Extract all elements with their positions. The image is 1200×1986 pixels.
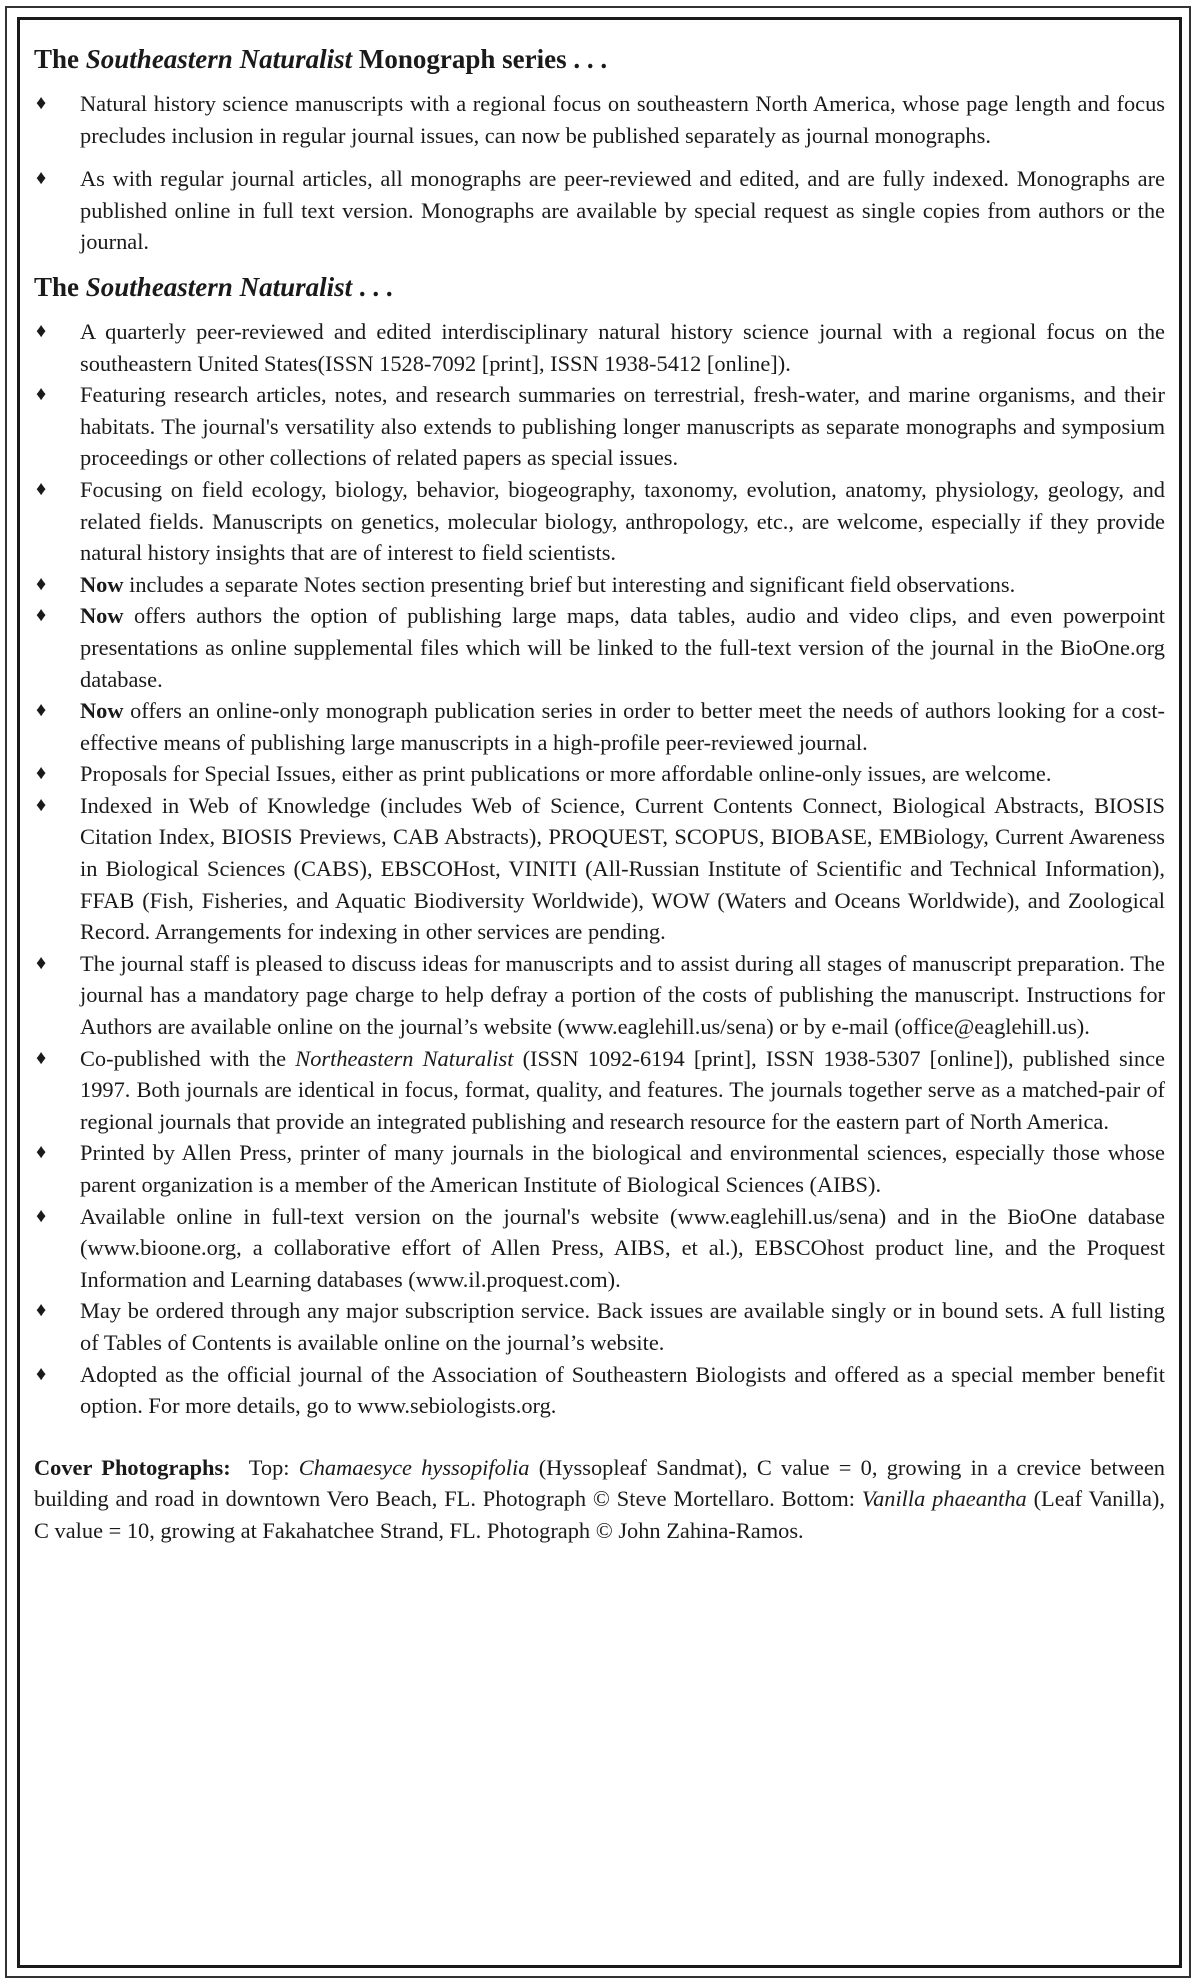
list-item — [34, 1295, 1165, 1358]
diamond-bullet-icon: ♦ — [36, 1046, 47, 1069]
diamond-bullet-icon: ♦ — [36, 762, 47, 785]
cover-photographs-caption — [34, 1452, 1165, 1547]
item-text: offers authors the option of publishing large maps, data tables, audio and video clips, and even powerpoint presentations as online supplemental files which will be linked to the full-text version of the journal in the BioOne.org database. — [80, 603, 1165, 692]
diamond-bullet-icon: ♦ — [36, 1141, 47, 1164]
journal-name: Southeastern Naturalist — [85, 44, 353, 74]
emphasis-now: Now — [80, 603, 124, 629]
list-item — [34, 758, 1165, 790]
diamond-bullet-icon: ♦ — [36, 572, 47, 595]
list-item — [34, 1137, 1165, 1200]
cover-label: Cover Photographs: — [34, 1454, 231, 1480]
heading-text: Monograph series . . . — [352, 44, 608, 74]
item-text: Natural history science manuscripts with a regional focus on southeastern North America, whose page length and focus precludes inclusion in regular journal issues, can now be published separately as journal monographs. — [80, 91, 1165, 148]
diamond-bullet-icon: ♦ — [36, 1362, 47, 1385]
list-item — [34, 316, 1165, 379]
diamond-bullet-icon: ♦ — [36, 951, 47, 974]
species-name: Vanilla phaeantha — [861, 1486, 1027, 1512]
heading-text: The — [34, 271, 86, 302]
list-item — [34, 600, 1165, 695]
journal-name: Southeastern Naturalist — [85, 271, 353, 302]
diamond-bullet-icon: ♦ — [36, 477, 47, 500]
item-text: A quarterly peer-reviewed and edited interdisciplinary natural history science journal with a regional focus on the southeastern United States(ISSN 1528-7092 [print], ISSN 1938-5412 [online]). — [80, 318, 1165, 376]
list-item — [34, 790, 1165, 948]
emphasis-now: Now — [80, 571, 124, 597]
journal-features-list — [34, 316, 1165, 1422]
item-text: Printed by Allen Press, printer of many journals in the biological and environmental sciences, especially those whose parent organization is a member of the American Institute of Biological Sciences (AIBS). — [80, 1140, 1165, 1197]
list-item — [34, 948, 1165, 1043]
item-text: The journal staff is pleased to discuss ideas for manuscripts and to assist during all stages of manuscript preparation. The journal has a mandatory page charge to help defray a portion of the costs of publishing the manuscript. Instructions for Authors are available online on the journal’s website (www.eaglehill.us/sena) or by e-mail (office@eaglehill.us). — [80, 950, 1165, 1040]
item-text: (ISSN 1092-6194 [print], ISSN 1938-5307 [online]), published since 1997. Both journals are identical in focus, format, quality, and features. The journals together serve as a matched-pair of regional journals that provide an integrated publishing and research resource for the eastern part of North America. — [80, 1045, 1165, 1134]
item-text: Adopted as the official journal of the Association of Southeastern Biologists and offered as a special member benefit option. For more details, go to www.sebiologists.org. — [80, 1361, 1165, 1419]
list-item — [34, 569, 1165, 601]
item-text: May be ordered through any major subscription service. Back issues are available singly or in bound sets. A full listing of Tables of Contents is available online on the journal’s website. — [80, 1298, 1165, 1355]
journal-heading — [34, 270, 1165, 304]
caption-text: (Hyssopleaf Sandmat), C value = 0, growing in a crevice between building and road in downtown Vero Beach, FL. Photograph © Steve Mortellaro. Bottom: — [34, 1454, 1165, 1512]
item-text: offers an online-only monograph publication series in order to better meet the needs of authors looking for a cost-effective means of publishing large manuscripts in a high-profile peer-reviewed journal. — [80, 698, 1165, 755]
diamond-bullet-icon: ♦ — [36, 793, 47, 816]
list-item — [34, 88, 1165, 151]
list-item — [34, 1043, 1165, 1138]
heading-text: The — [34, 44, 86, 74]
list-item — [34, 1201, 1165, 1296]
emphasis-now: Now — [80, 698, 124, 724]
item-text: Proposals for Special Issues, either as print publications or more affordable online-only issues, are welcome. — [80, 761, 1052, 787]
journal-name: Northeastern Naturalist — [295, 1045, 514, 1071]
diamond-bullet-icon: ♦ — [36, 319, 47, 342]
diamond-bullet-icon: ♦ — [36, 167, 47, 190]
monograph-series-heading — [34, 42, 1165, 76]
item-text: includes a separate Notes section presenting brief but interesting and significant field observations. — [123, 571, 1016, 597]
caption-text: Top: — [230, 1454, 299, 1480]
list-item — [34, 1359, 1165, 1422]
diamond-bullet-icon: ♦ — [36, 1299, 47, 1322]
diamond-bullet-icon: ♦ — [36, 383, 47, 406]
diamond-bullet-icon: ♦ — [36, 604, 47, 627]
content-frame — [17, 17, 1182, 1968]
species-name: Chamaesyce hyssopifolia — [298, 1454, 530, 1480]
item-text: Featuring research articles, notes, and research summaries on terrestrial, fresh-water, and marine organisms, and their habitats. The journal's versatility also extends to publishing longer manuscripts as separate monographs and symposium proceedings or other collections of related papers as special issues. — [80, 382, 1165, 471]
list-item — [34, 163, 1165, 258]
diamond-bullet-icon: ♦ — [36, 1204, 47, 1227]
diamond-bullet-icon: ♦ — [36, 699, 47, 722]
monograph-list — [34, 88, 1165, 258]
list-item — [34, 379, 1165, 474]
item-text: As with regular journal articles, all monographs are peer-reviewed and edited, and are fully indexed. Monographs are published online in full text version. Monographs are available by special request as single copies from authors or the journal. — [80, 166, 1165, 255]
list-item — [34, 474, 1165, 569]
item-text: Co-published with the — [80, 1045, 296, 1071]
item-text: Available online in full-text version on the journal's website (www.eaglehill.us/sena) and in the BioOne database (www.bioone.org, a collaborative effort of Allen Press, AIBS, et al.), EBSCOhost product line, and the Proquest Information and Learning databases (www.il.proquest.com). — [80, 1203, 1165, 1292]
diamond-bullet-icon: ♦ — [36, 92, 47, 114]
item-text: Focusing on field ecology, biology, behavior, biogeography, taxonomy, evolution, anatomy, physiology, geology, and related fields. Manuscripts on genetics, molecular biology, anthropology, etc., are welcome, especially if they provide natural history insights that are of interest to field scientists. — [80, 476, 1165, 566]
list-item — [34, 695, 1165, 758]
item-text: Indexed in Web of Knowledge (includes Web of Science, Current Contents Connect, Biological Abstracts, BIOSIS Citation Index, BIOSIS Previews, CAB Abstracts), PROQUEST, SCOPUS, BIOBASE, EMBiology, Current Awareness in Biological Sciences (CABS), EBSCOHost, VINITI (All-Russian Institute of Scientific and Technical Information), FFAB (Fish, Fisheries, and Aquatic Biodiversity Worldwide), WOW (Waters and Oceans Worldwide), and Zoological Record. Arrangements for indexing in other services are pending. — [80, 792, 1165, 945]
heading-text: . . . — [352, 271, 393, 302]
caption-text: (Leaf Vanilla), C value = 10, growing at Fakahatchee Strand, FL. Photograph © John Zahina-Ramos. — [34, 1486, 1165, 1543]
